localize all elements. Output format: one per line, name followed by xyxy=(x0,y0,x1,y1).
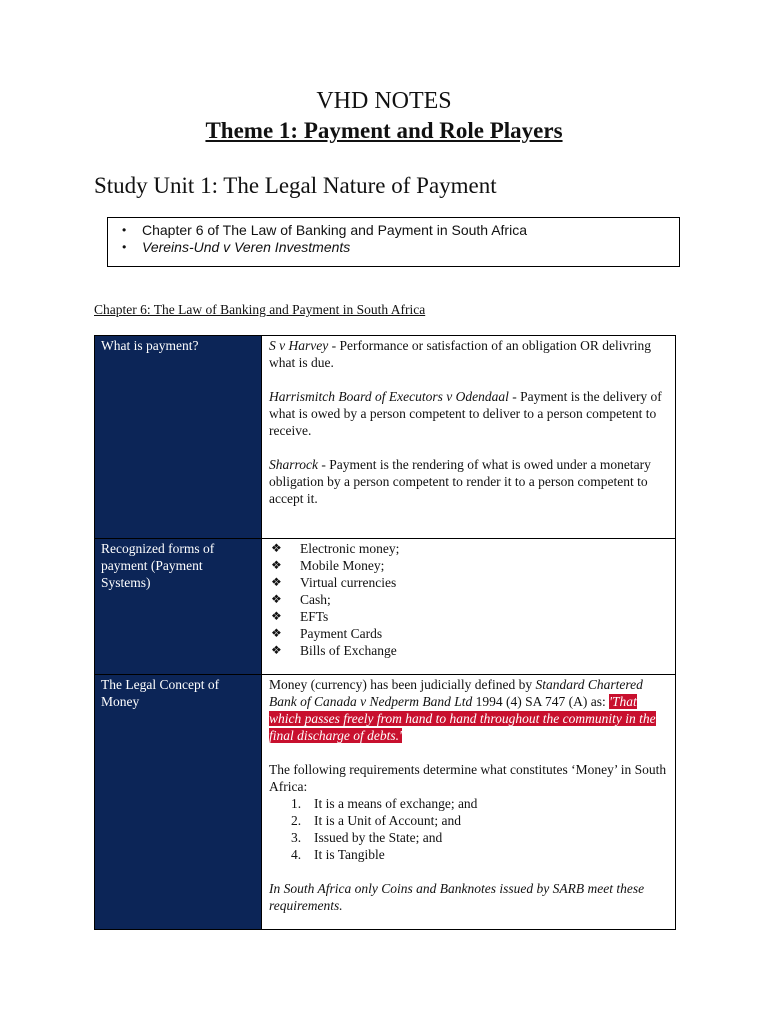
row-content xyxy=(262,336,676,539)
diamond-bullet-icon: ❖ xyxy=(271,592,282,606)
row-content xyxy=(262,675,676,930)
diamond-bullet-icon: ❖ xyxy=(271,575,282,589)
list-item: ❖ Electronic money; xyxy=(271,541,400,556)
references-box xyxy=(107,217,680,267)
definition-text: - Performance or satisfaction of an obligation OR delivring what is due. xyxy=(269,338,652,370)
case-name: Sharrock xyxy=(269,457,318,472)
reference-item xyxy=(122,238,351,256)
case-name: Harrismitch Board of Executors v Odendaal xyxy=(269,389,509,404)
list-item: ❖ Cash; xyxy=(271,592,331,607)
reference-text: Chapter 6 of The Law of Banking and Payment in South Africa xyxy=(142,222,527,238)
list-item: ❖ Virtual currencies xyxy=(271,575,397,590)
row-label: What is payment? xyxy=(95,336,262,539)
reference-item xyxy=(122,221,527,239)
list-item: 2. It is a Unit of Account; and xyxy=(291,813,461,828)
theme-heading: Theme 1: Payment and Role Players xyxy=(205,118,563,143)
requirements-intro: The following requirements determine what constitutes ‘Money’ in South Africa: xyxy=(269,762,667,794)
definition-entry xyxy=(269,337,669,371)
document-title: VHD NOTES xyxy=(316,88,452,114)
money-definition: Money (currency) has been judicially defined by Standard Chartered Bank of Canada v Nedperm Band Ltd 1994 (4) SA 747 (A) as: 'That which passes freely from hand to hand throughout the community in the final discharge of debts.' xyxy=(269,677,656,743)
list-item: ❖ Payment Cards xyxy=(271,626,383,641)
list-item: 4. It is Tangible xyxy=(291,847,385,862)
row-content xyxy=(262,539,676,675)
row-label: Recognized forms of payment (Payment Systems) xyxy=(95,539,262,675)
diamond-bullet-icon: ❖ xyxy=(271,643,282,657)
diamond-bullet-icon: ❖ xyxy=(271,558,282,572)
list-item: ❖ Mobile Money; xyxy=(271,558,385,573)
study-unit-heading: Study Unit 1: The Legal Nature of Payment xyxy=(94,173,497,198)
list-item: ❖ Bills of Exchange xyxy=(271,643,397,658)
row-label: The Legal Concept of Money xyxy=(95,675,262,930)
list-item: 3. Issued by the State; and xyxy=(291,830,443,845)
chapter-heading: Chapter 6: The Law of Banking and Payment in South Africa xyxy=(94,302,426,317)
definition-entry xyxy=(269,456,669,507)
definition-text: - Payment is the delivery of what is owed by a person competent to deliver to a person competent to receive. xyxy=(269,389,662,438)
bullet-icon: • xyxy=(122,223,127,237)
diamond-bullet-icon: ❖ xyxy=(271,609,282,623)
list-item: ❖ EFTs xyxy=(271,609,329,624)
case-name: Standard Chartered Bank of Canada v Nedperm Band Ltd xyxy=(269,677,643,709)
notes-table xyxy=(94,335,676,930)
table-row xyxy=(95,675,676,930)
highlighted-quote: 'That which passes freely from hand to hand throughout the community in the final discharge of debts.' xyxy=(269,694,656,743)
conclusion-text: In South Africa only Coins and Banknotes issued by SARB meet these requirements. xyxy=(269,881,645,913)
case-name: S v Harvey xyxy=(269,338,329,353)
diamond-bullet-icon: ❖ xyxy=(271,541,282,555)
definition-entry xyxy=(269,388,669,439)
diamond-bullet-icon: ❖ xyxy=(271,626,282,640)
bullet-icon: • xyxy=(122,240,127,254)
table-row xyxy=(95,539,676,675)
reference-text: Vereins-Und v Veren Investments xyxy=(142,239,351,255)
list-item: 1. It is a means of exchange; and xyxy=(291,796,478,811)
payment-forms-list xyxy=(269,540,669,659)
definition-text: - Payment is the rendering of what is owed under a monetary obligation by a person competent to render it to a person competent to accept it. xyxy=(269,457,651,506)
table-row xyxy=(95,336,676,539)
requirements-list xyxy=(269,795,669,863)
